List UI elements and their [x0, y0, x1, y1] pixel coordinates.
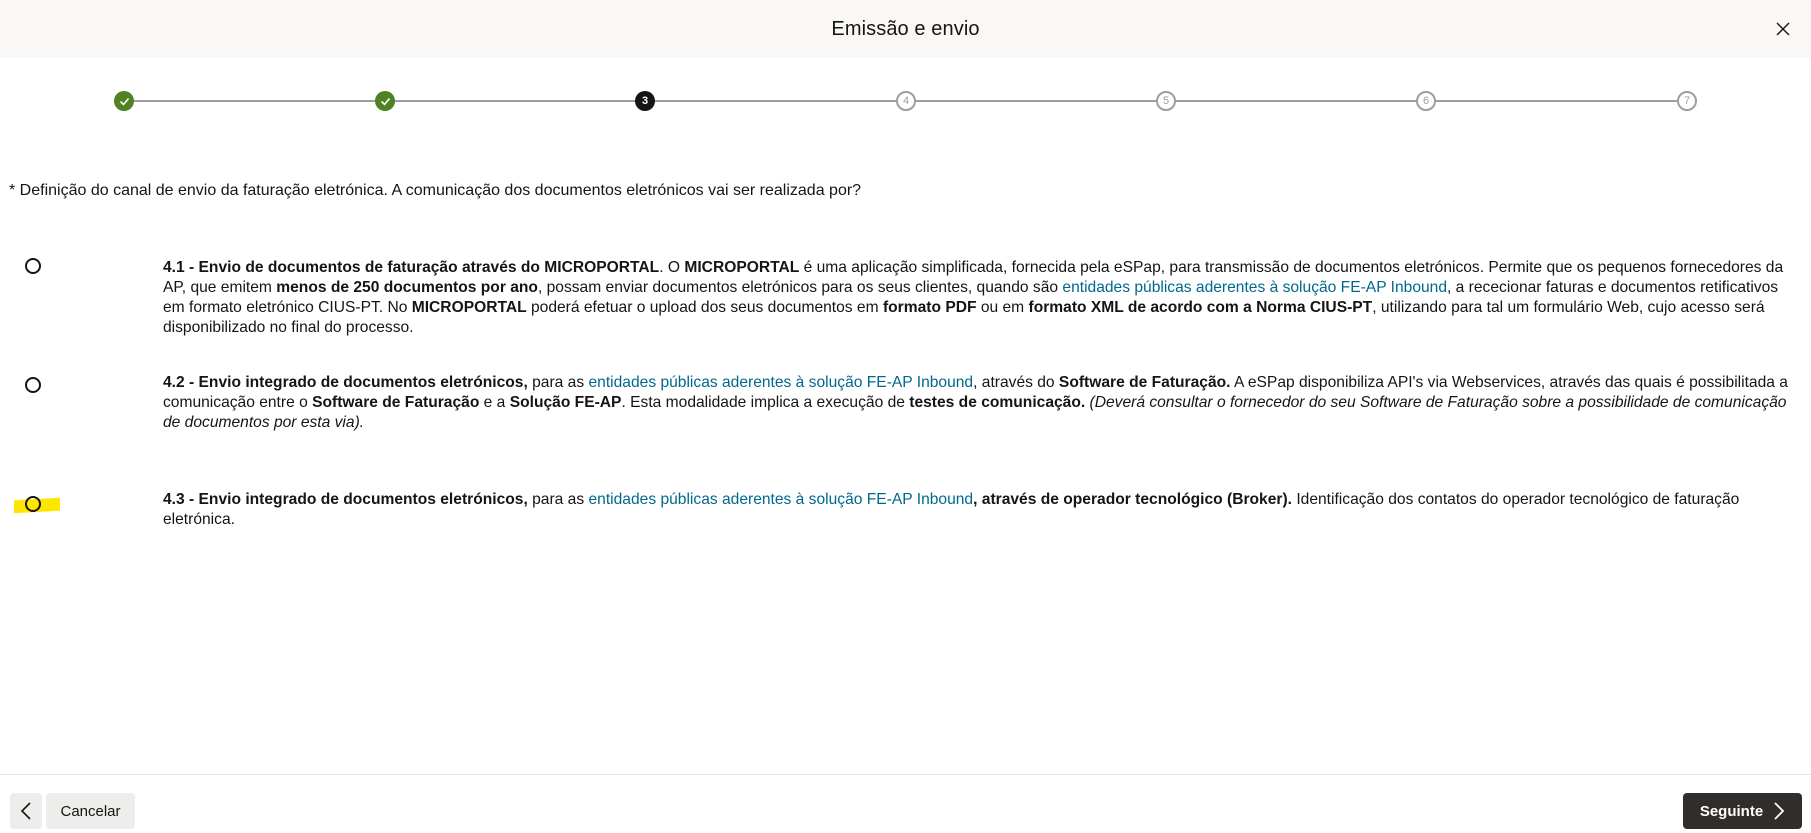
radio-wrapper	[25, 496, 43, 514]
option-description	[163, 490, 1788, 530]
bold-text: Solução FE-AP	[509, 394, 622, 411]
next-button[interactable]	[1683, 793, 1802, 829]
check-icon	[119, 96, 130, 107]
bold-text: testes de comunicação.	[909, 394, 1086, 411]
radio-button-4-1[interactable]	[25, 258, 41, 274]
question-label: * Definição do canal de envio da faturação eletrónica. A comunicação dos documentos eletrónicos vai ser realizada por?	[9, 182, 862, 199]
fe-ap-inbound-link[interactable]: entidades públicas aderentes à solução FE-AP Inbound	[588, 374, 974, 391]
bold-text: 4.1 - Envio de documentos de faturação através do MICROPORTAL	[163, 259, 660, 276]
cancel-button[interactable]: Cancelar	[46, 793, 135, 829]
bold-text: formato XML de acordo com a Norma CIUS-PT	[1028, 299, 1373, 316]
bold-text: MICROPORTAL	[411, 299, 527, 316]
close-icon	[1775, 21, 1791, 37]
check-icon	[380, 96, 391, 107]
chevron-right-icon	[1773, 802, 1785, 820]
step-1-done[interactable]	[114, 91, 134, 111]
step-3-current[interactable]	[635, 91, 655, 111]
radio-button-4-3[interactable]	[25, 496, 41, 512]
text: , utilizando para tal um formulário Web, cujo acesso será disponibilizado no final do processo.	[163, 299, 1765, 336]
radio-wrapper	[25, 258, 43, 276]
step-number: 3	[641, 95, 649, 107]
bold-text: 4.3 - Envio integrado de documentos eletrónicos,	[163, 491, 528, 508]
text: para as	[527, 491, 589, 508]
text: para as	[527, 374, 589, 391]
fe-ap-inbound-link[interactable]: entidades públicas aderentes à solução FE-AP Inbound	[588, 491, 974, 508]
option-description	[163, 258, 1788, 338]
text: Identificação dos contatos do operador tecnológico de faturação eletrónica.	[163, 491, 1740, 528]
step-7-future[interactable]	[1677, 91, 1697, 111]
text: ou em	[976, 299, 1029, 316]
step-4-future[interactable]	[896, 91, 916, 111]
dialog-title: Emissão e envio	[831, 17, 980, 40]
text: . Esta modalidade implica a execução de	[621, 394, 910, 411]
dialog-header	[0, 0, 1811, 58]
step-number: 4	[902, 95, 910, 107]
bold-text: Software de Faturação	[312, 394, 480, 411]
text: , possam enviar documentos eletrónicos para os seus clientes, quando são	[537, 279, 1063, 296]
bold-text: , através de operador tecnológico (Broker).	[973, 491, 1292, 508]
dialog-footer	[0, 774, 1811, 833]
radio-wrapper	[25, 377, 43, 395]
step-6-future[interactable]	[1416, 91, 1436, 111]
text: . O	[659, 259, 685, 276]
step-5-future[interactable]	[1156, 91, 1176, 111]
step-number: 6	[1422, 95, 1430, 107]
text: e a	[479, 394, 510, 411]
text: poderá efetuar o upload dos seus documentos em	[526, 299, 883, 316]
chevron-left-icon	[20, 802, 32, 820]
bold-text: formato PDF	[882, 299, 977, 316]
option-description	[163, 373, 1788, 433]
text: , através do	[973, 374, 1059, 391]
radio-button-4-2[interactable]	[25, 377, 41, 393]
step-2-done[interactable]	[375, 91, 395, 111]
italic-note: (Deverá consultar o fornecedor do seu Software de Faturação sobre a possibilidade de comunicação de documentos por esta via).	[163, 394, 1787, 431]
step-number: 5	[1162, 95, 1170, 107]
close-button[interactable]	[1769, 15, 1797, 43]
text: A eSPap disponibiliza API's via Webservices, através das quais é possibilitada a comunicação entre o	[163, 374, 1788, 411]
bold-text: Software de Faturação.	[1058, 374, 1231, 391]
back-button[interactable]	[10, 793, 42, 829]
bold-text: MICROPORTAL	[684, 259, 800, 276]
bold-text: 4.2 - Envio integrado de documentos eletrónicos,	[163, 374, 528, 391]
step-number: 7	[1683, 95, 1691, 107]
text: , a rececionar faturas e documentos retificativos em formato eletrónico CIUS-PT. No	[163, 279, 1779, 316]
fe-ap-inbound-link[interactable]: entidades públicas aderentes à solução FE-AP Inbound	[1062, 279, 1448, 296]
next-button-label: Seguinte	[1699, 802, 1764, 820]
step-train	[0, 88, 1811, 114]
bold-text: menos de 250 documentos por ano	[276, 279, 538, 296]
text: é uma aplicação simplificada, fornecida pela eSPap, para transmissão de documentos eletrónicos. Permite que os pequenos fornecedores da AP, que emitem	[163, 259, 1784, 296]
